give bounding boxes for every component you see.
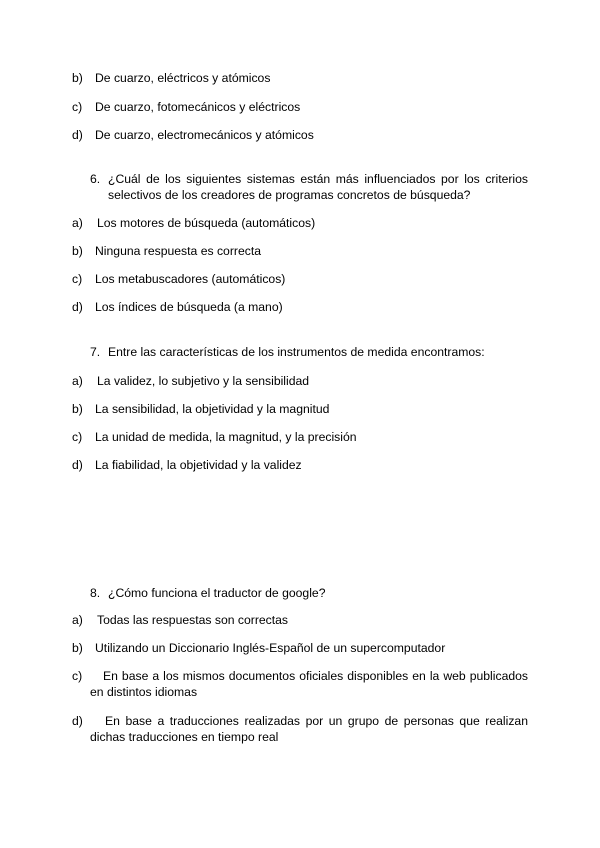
- option-label: d): [72, 300, 83, 314]
- question-number: 8.: [90, 586, 101, 600]
- option-text: La unidad de medida, la magnitud, y la precisión: [95, 430, 357, 444]
- option-label: a): [72, 374, 83, 388]
- option-label: d): [72, 714, 83, 728]
- option-text: La validez, lo subjetivo y la sensibilidad: [97, 374, 310, 388]
- option-text: De cuarzo, fotomecánicos y eléctricos: [95, 100, 301, 114]
- question-number: 7.: [90, 345, 101, 359]
- option-text: Los motores de búsqueda (automáticos): [97, 216, 316, 230]
- question-number: 6.: [90, 172, 101, 186]
- option-label: c): [72, 272, 83, 286]
- question-text: Entre las características de los instrumentos de medida encontramos:: [108, 345, 485, 359]
- option-text: Ninguna respuesta es correcta: [95, 244, 261, 258]
- option-text: En base a los mismos documentos oficiales disponibles en la web publicados en distintos idiomas: [90, 669, 528, 699]
- option-text: La sensibilidad, la objetividad y la magnitud: [95, 402, 330, 416]
- question-text-line-1: ¿Cuál de los siguientes sistemas están más influenciados por los criterios: [108, 172, 528, 186]
- option-text: La fiabilidad, la objetividad y la validez: [95, 458, 302, 472]
- option-label: c): [72, 100, 83, 114]
- option-label: c): [72, 669, 83, 683]
- option-label: b): [72, 641, 83, 655]
- option-label: a): [72, 613, 83, 627]
- option-text: Todas las respuestas son correctas: [97, 613, 289, 627]
- option-label: b): [72, 71, 83, 85]
- option-text: De cuarzo, electromecánicos y atómicos: [95, 128, 314, 142]
- question-text-line-2: selectivos de los creadores de programas concretos de búsqueda?: [108, 188, 471, 202]
- option-text: Los metabuscadores (automáticos): [95, 272, 286, 286]
- option-label: b): [72, 402, 83, 416]
- question-6: [0, 171, 600, 205]
- option-label: d): [72, 458, 83, 472]
- option-label: a): [72, 216, 83, 230]
- option-text: Utilizando un Diccionario Inglés-Español de un supercomputador: [95, 641, 446, 655]
- option-d: [0, 713, 600, 747]
- option-label: d): [72, 128, 83, 142]
- question-text: ¿Cómo funciona el traductor de google?: [108, 586, 326, 600]
- option-text: Los índices de búsqueda (a mano): [95, 300, 283, 314]
- option-text: En base a traducciones realizadas por un grupo de personas que realizan dichas traducciones en tiempo real: [90, 714, 528, 744]
- option-label: c): [72, 430, 83, 444]
- option-text: De cuarzo, eléctricos y atómicos: [95, 71, 271, 85]
- option-label: b): [72, 244, 83, 258]
- option-c: [0, 668, 600, 702]
